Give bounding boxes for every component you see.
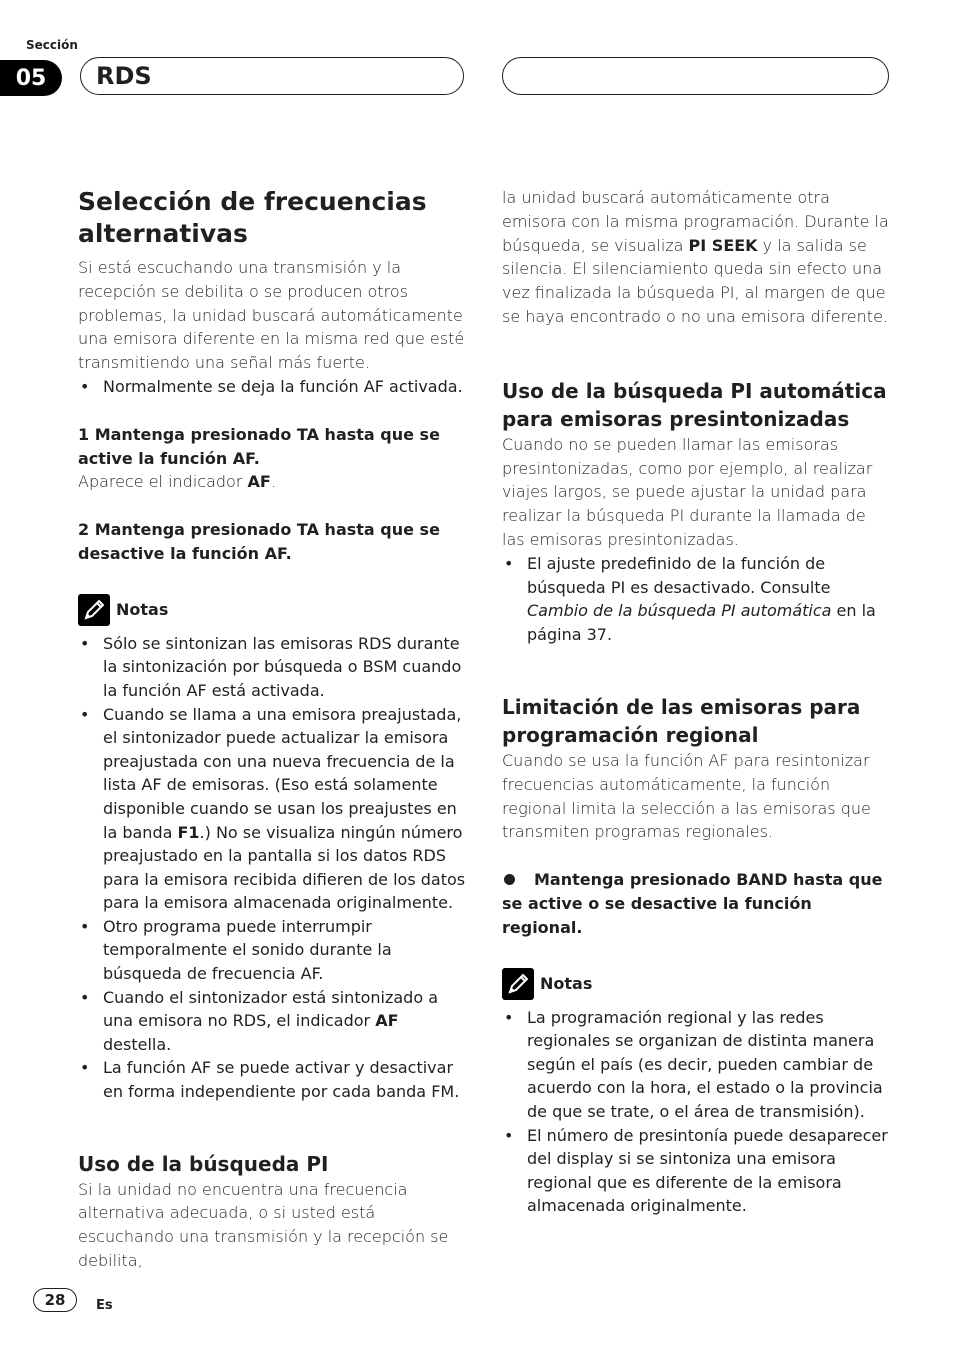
list-item: • El número de presintonía puede desaparecer del display si se sintoniza una emisora regional que es diferente de la emisora almacenada originalmente. xyxy=(502,1124,892,1218)
section-label: Sección xyxy=(26,38,78,52)
heading-pi-automatica: Uso de la búsqueda PI automática para emisoras presintonizadas xyxy=(502,378,887,431)
pi-paragraph: Si la unidad no encuentra una frecuencia alternativa adecuada, o si usted está escuchando una transmisión y la recepción se debilita, xyxy=(78,1179,449,1271)
list-item: • La programación regional y las redes regionales se organizan de distinta manera según el país (es decir, pueden cambiar de acuerdo con la hora, el estado o la provincia de que se trate, o el área de transmisión). xyxy=(502,1006,892,1124)
list-item: • Normalmente se deja la función AF activada. xyxy=(78,375,470,399)
intro-paragraph: Si está escuchando una transmisión y la recepción se debilita o se producen otros problemas, la unidad buscará automáticamente una emisora diferente en la misma red que esté transmitiendo una señal más fuerte. xyxy=(78,258,465,373)
notes-list xyxy=(502,1006,892,1218)
step-1: 1 Mantenga presionado TA hasta que se active la función AF. xyxy=(78,424,440,468)
list-item: • Cuando el sintonizador está sintonizado a una emisora no RDS, el indicador AF destella. xyxy=(78,986,470,1057)
note-pencil-icon xyxy=(78,594,110,626)
regional-paragraph: Cuando se usa la función AF para resintonizar frecuencias automáticamente, la función regional limita la selección a las emisoras que transmiten programas regionales. xyxy=(502,750,871,842)
heading-frecuencias-alternativas: Selección de frecuencias alternativas xyxy=(78,187,427,248)
af-bullet-list xyxy=(78,375,470,399)
language-code: Es xyxy=(96,1298,113,1313)
section-number-badge: 05 xyxy=(0,60,62,96)
left-column xyxy=(78,186,470,1273)
list-item: • Sólo se sintonizan las emisoras RDS durante la sintonización por búsqueda o BSM cuando la función AF está activada. xyxy=(78,632,470,703)
list-item: • El ajuste predefinido de la función de búsqueda PI es desactivado. Consulte Cambio de la búsqueda PI automática en la página 37. xyxy=(502,552,892,647)
note-pencil-icon xyxy=(502,968,534,1000)
step-bullet-icon xyxy=(504,874,515,885)
notes-label: Notas xyxy=(116,600,169,620)
list-item: • Cuando se llama a una emisora preajustada, el sintonizador puede actualizar la emisora preajustada con una nueva frecuencia de la lista AF de emisoras. (Eso está solamente disponible cuando se usan los preajustes en la banda F1.) No se visualiza ningún número preajustado en la pantalla si los datos RDS para la emisora recibida difieren de los datos para la emisora almacenada originalmente. xyxy=(78,703,470,915)
list-item: • La función AF se puede activar y desactivar en forma independiente por cada banda FM. xyxy=(78,1056,470,1103)
heading-busqueda-pi: Uso de la búsqueda PI xyxy=(78,1151,329,1176)
auto-pi-bullet-list xyxy=(502,552,892,647)
right-column xyxy=(502,186,892,1218)
list-item: • Otro programa puede interrumpir temporalmente el sonido durante la búsqueda de frecuencia AF. xyxy=(78,915,470,986)
right-header-box xyxy=(502,57,889,95)
notes-label: Notas xyxy=(540,974,593,994)
notes-list xyxy=(78,632,470,1104)
auto-pi-paragraph: Cuando no se pueden llamar las emisoras presintonizadas, como por ejemplo, al realizar viajes largos, se puede ajustar la unidad para realizar la búsqueda PI durante la llamada de las emisoras presintonizadas. xyxy=(502,434,873,549)
page-number: 28 xyxy=(33,1288,77,1312)
section-title: RDS xyxy=(96,62,152,90)
pi-continuation-paragraph: la unidad buscará automáticamente otra emisora con la misma programación. Durante la búsqueda, se visualiza PI SEEK y la salida se silencia. El silenciamiento queda sin efecto una vez finalizada la búsqueda PI, al margen de que se haya encontrado o no una emisora diferente. xyxy=(502,188,889,326)
heading-programacion-regional: Limitación de las emisoras para programación regional xyxy=(502,694,861,747)
step-1-result: Aparece el indicador AF. xyxy=(78,472,276,492)
notes-header xyxy=(78,594,470,626)
regional-step: Mantenga presionado BAND hasta que se active o se desactive la función regional. xyxy=(502,870,883,937)
step-2: 2 Mantenga presionado TA hasta que se desactive la función AF. xyxy=(78,520,440,563)
notes-header xyxy=(502,968,892,1000)
